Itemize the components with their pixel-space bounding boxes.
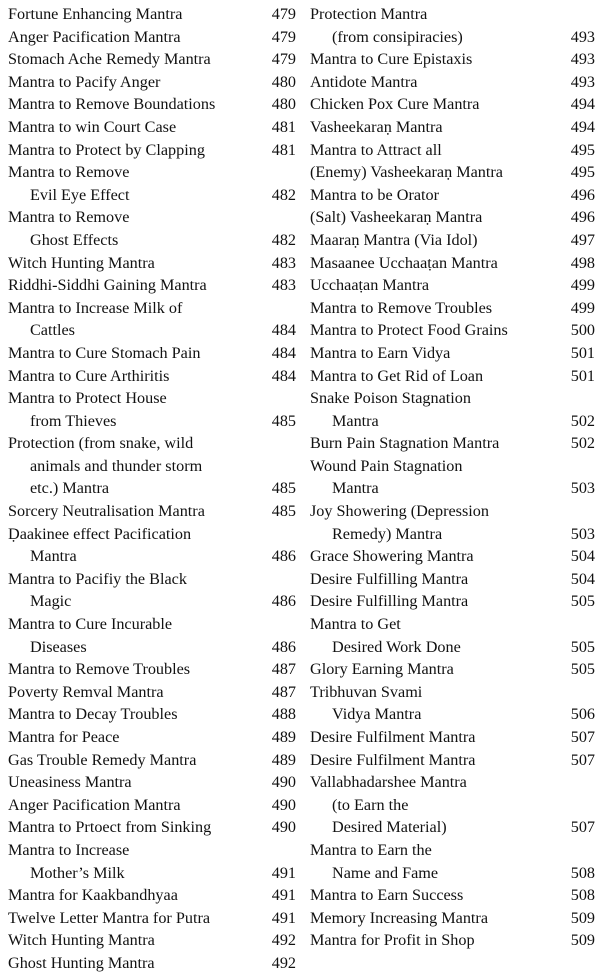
page-number: 506 bbox=[570, 705, 595, 724]
entry-title-continued: etc.) Mantra bbox=[30, 479, 110, 498]
index-entry bbox=[8, 952, 296, 975]
entry-title-continued: (to Earn the bbox=[332, 795, 409, 814]
page-number: 504 bbox=[570, 569, 595, 588]
entry-title-continued: Mantra bbox=[332, 411, 379, 430]
entry-title-continued: Desired Material) bbox=[332, 818, 447, 837]
entry-title: Twelve Letter Mantra for Putra bbox=[8, 908, 211, 927]
entry-title: Riddhi-Siddhi Gaining Mantra bbox=[8, 276, 207, 295]
entry-title: Mantra to Remove bbox=[8, 208, 130, 227]
page-number: 507 bbox=[570, 750, 595, 769]
entry-title: Mantra to Increase bbox=[8, 840, 130, 859]
index-entry bbox=[310, 590, 595, 613]
index-entry bbox=[310, 319, 595, 342]
page-number: 507 bbox=[570, 818, 595, 837]
index-entry bbox=[8, 139, 296, 162]
entry-title: Mantra to Earn Vidya bbox=[310, 343, 451, 362]
entry-title: Sorcery Neutralisation Mantra bbox=[8, 502, 205, 521]
page-number: 502 bbox=[570, 434, 595, 453]
page-number: 508 bbox=[570, 863, 595, 882]
index-entry bbox=[310, 545, 595, 568]
page-number: 488 bbox=[271, 705, 296, 724]
page-number: 485 bbox=[271, 479, 296, 498]
page-number: 484 bbox=[271, 321, 296, 340]
index-entry bbox=[310, 658, 595, 681]
entry-title: Mantra to Attract all bbox=[310, 140, 442, 159]
index-entry bbox=[310, 252, 595, 275]
index-entry bbox=[8, 206, 296, 251]
entry-title: Mantra to Remove Troubles bbox=[8, 660, 191, 679]
entry-title: Antidote Mantra bbox=[310, 72, 418, 91]
index-entry bbox=[310, 297, 595, 320]
index-entry bbox=[310, 206, 595, 229]
page-number: 495 bbox=[570, 163, 595, 182]
entry-title: Anger Pacification Mantra bbox=[8, 795, 181, 814]
page-number: 482 bbox=[271, 185, 296, 204]
index-entry bbox=[310, 161, 595, 184]
page-number: 499 bbox=[570, 276, 595, 295]
page-number: 490 bbox=[271, 818, 296, 837]
page-number: 487 bbox=[271, 682, 296, 701]
entry-title: Mantra to be Orator bbox=[310, 185, 440, 204]
index-entry bbox=[310, 613, 595, 658]
index-entry bbox=[310, 116, 595, 139]
page-number: 487 bbox=[271, 660, 296, 679]
index-entry bbox=[8, 387, 296, 432]
page-number: 509 bbox=[570, 908, 595, 927]
entry-title: Vallabhadarshee Mantra bbox=[310, 773, 467, 792]
page-number: 509 bbox=[570, 931, 595, 950]
index-entry bbox=[8, 929, 296, 952]
entry-title: Mantra to Prtoect from Sinking bbox=[8, 818, 212, 837]
page-number: 479 bbox=[271, 5, 296, 23]
entry-title-continued: Name and Fame bbox=[332, 863, 439, 882]
page-number: 499 bbox=[570, 298, 595, 317]
page-number: 505 bbox=[570, 637, 595, 656]
entry-title: (Enemy) Vasheekaraṇ Mantra bbox=[310, 163, 503, 182]
page-number: 503 bbox=[570, 524, 595, 543]
index-entry bbox=[8, 3, 296, 26]
index-entry bbox=[8, 794, 296, 817]
entry-title-continued: Cattles bbox=[30, 321, 75, 340]
entry-title: Uneasiness Mantra bbox=[8, 773, 132, 792]
page-number: 504 bbox=[570, 547, 595, 566]
index-entry bbox=[310, 749, 595, 772]
index-entry bbox=[8, 432, 296, 500]
page-number: 481 bbox=[271, 117, 296, 136]
entry-title-continued: Remedy) Mantra bbox=[332, 524, 443, 543]
entry-title-continued: (from consipiracies) bbox=[332, 27, 463, 46]
page-number: 500 bbox=[570, 321, 595, 340]
page-number: 479 bbox=[271, 50, 296, 69]
index-entry bbox=[8, 365, 296, 388]
page-number: 482 bbox=[271, 230, 296, 249]
entry-title: Witch Hunting Mantra bbox=[8, 253, 155, 272]
page-number: 481 bbox=[271, 140, 296, 159]
entry-title-continued: Mantra bbox=[30, 547, 77, 566]
entry-title: Mantra to Earn the bbox=[310, 840, 432, 859]
entry-title: Mantra to Remove Boundations bbox=[8, 95, 216, 114]
entry-title: Mantra to Protect House bbox=[8, 389, 167, 408]
entry-title: Joy Showering (Depression bbox=[310, 502, 489, 521]
page-number: 486 bbox=[271, 637, 296, 656]
entry-title: Mantra to Pacifiy the Black bbox=[8, 569, 187, 588]
entry-title: Desire Fulfilment Mantra bbox=[310, 728, 476, 746]
entry-title: Mantra to Increase Milk of bbox=[8, 298, 183, 317]
index-entry bbox=[8, 568, 296, 613]
entry-title: Protection (from snake, wild bbox=[8, 434, 194, 453]
page-number: 480 bbox=[271, 72, 296, 91]
index-entry bbox=[310, 455, 595, 500]
page-number: 486 bbox=[271, 547, 296, 566]
index-entry bbox=[8, 342, 296, 365]
index-entry bbox=[310, 48, 595, 71]
page-number: 507 bbox=[570, 728, 595, 746]
page-number: 497 bbox=[570, 230, 595, 249]
page-number: 483 bbox=[271, 276, 296, 295]
page-number: 495 bbox=[570, 140, 595, 159]
page-number: 492 bbox=[271, 931, 296, 950]
entry-title: Grace Showering Mantra bbox=[310, 547, 474, 566]
index-entry bbox=[310, 387, 595, 432]
index-entry bbox=[310, 229, 595, 252]
index-entry bbox=[8, 726, 296, 749]
page-number: 491 bbox=[271, 908, 296, 927]
index-entry bbox=[310, 184, 595, 207]
page-number: 494 bbox=[570, 117, 595, 136]
entry-title-continued: animals and thunder storm bbox=[30, 456, 203, 475]
index-entry bbox=[310, 274, 595, 297]
index-entry bbox=[8, 48, 296, 71]
entry-title: Mantra to Get bbox=[310, 615, 401, 634]
page-number: 485 bbox=[271, 502, 296, 521]
page-number: 486 bbox=[271, 592, 296, 611]
index-entry bbox=[8, 839, 296, 884]
index-entry bbox=[310, 71, 595, 94]
page-number: 490 bbox=[271, 773, 296, 792]
entry-title: Memory Increasing Mantra bbox=[310, 908, 488, 927]
entry-title: Wound Pain Stagnation bbox=[310, 456, 463, 475]
entry-title: Mantra to Cure Incurable bbox=[8, 615, 173, 634]
entry-title-continued: Desired Work Done bbox=[332, 637, 461, 656]
index-entry bbox=[8, 252, 296, 275]
page-number: 505 bbox=[570, 592, 595, 611]
index-entry bbox=[8, 658, 296, 681]
index-entry bbox=[310, 500, 595, 545]
entry-title-continued: Ghost Effects bbox=[30, 230, 119, 249]
index-entry bbox=[310, 3, 595, 48]
index-entry bbox=[310, 139, 595, 162]
page-number: 492 bbox=[271, 953, 296, 972]
page-number: 501 bbox=[570, 366, 595, 385]
entry-title: Mantra for Kaakbandhyaa bbox=[8, 886, 178, 905]
page-number: 505 bbox=[570, 660, 595, 679]
page-number: 494 bbox=[570, 95, 595, 114]
index-entry bbox=[8, 771, 296, 794]
entry-title: Mantra to win Court Case bbox=[8, 117, 177, 136]
entry-title: Mantra for Profit in Shop bbox=[310, 931, 475, 950]
page-number: 493 bbox=[570, 50, 595, 69]
entry-title: Mantra to Get Rid of Loan bbox=[310, 366, 484, 385]
entry-title: Mantra for Peace bbox=[8, 728, 120, 746]
entry-title: Mantra to Cure Epistaxis bbox=[310, 50, 473, 69]
index-entry bbox=[8, 161, 296, 206]
entry-title: Maaraṇ Mantra (Via Idol) bbox=[310, 230, 478, 249]
entry-title: Mantra to Decay Troubles bbox=[8, 705, 178, 724]
entry-title-continued: Evil Eye Effect bbox=[30, 185, 130, 204]
entry-title: Anger Pacification Mantra bbox=[8, 27, 181, 46]
entry-title-continued: Mantra bbox=[332, 479, 379, 498]
entry-title: Glory Earning Mantra bbox=[310, 660, 454, 679]
entry-title-continued: Magic bbox=[30, 592, 72, 611]
page-number: 489 bbox=[271, 750, 296, 769]
entry-title: Poverty Remval Mantra bbox=[8, 682, 164, 701]
page-number: 501 bbox=[570, 343, 595, 362]
page-number: 496 bbox=[570, 208, 595, 227]
index-entry bbox=[310, 93, 595, 116]
entry-title: Stomach Ache Remedy Mantra bbox=[8, 50, 211, 69]
page-number: 493 bbox=[570, 72, 595, 91]
index-entry bbox=[8, 116, 296, 139]
index-entry bbox=[310, 907, 595, 930]
page-number: 483 bbox=[271, 253, 296, 272]
index-entry bbox=[310, 771, 595, 839]
index-entry bbox=[8, 816, 296, 839]
page-number: 489 bbox=[271, 728, 296, 746]
page-number: 479 bbox=[271, 27, 296, 46]
index-entry bbox=[8, 71, 296, 94]
entry-title: Ucchaaṭan Mantra bbox=[310, 276, 430, 295]
page-number: 484 bbox=[271, 366, 296, 385]
index-entry bbox=[310, 884, 595, 907]
index-entry bbox=[310, 568, 595, 591]
entry-title: Protection Mantra bbox=[310, 5, 428, 23]
page-number: 480 bbox=[271, 95, 296, 114]
index-entry bbox=[310, 365, 595, 388]
index-entry bbox=[8, 907, 296, 930]
page-number: 508 bbox=[570, 886, 595, 905]
entry-title: Mantra to Cure Arthiritis bbox=[8, 366, 170, 385]
page-number: 493 bbox=[570, 27, 595, 46]
page-number: 484 bbox=[271, 343, 296, 362]
entry-title: Mantra to Remove Troubles bbox=[310, 298, 493, 317]
entry-title: Desire Fulfilment Mantra bbox=[310, 750, 476, 769]
entry-title: Fortune Enhancing Mantra bbox=[8, 5, 183, 23]
entry-title: Tribhuvan Svami bbox=[310, 682, 423, 701]
index-entry bbox=[8, 93, 296, 116]
entry-title: Desire Fulfilling Mantra bbox=[310, 592, 469, 611]
page-number: 491 bbox=[271, 863, 296, 882]
left-column bbox=[8, 3, 296, 975]
index-entry bbox=[310, 342, 595, 365]
index-entry bbox=[310, 432, 595, 455]
entry-title: Gas Trouble Remedy Mantra bbox=[8, 750, 197, 769]
entry-title: Burn Pain Stagnation Mantra bbox=[310, 434, 500, 453]
index-entry bbox=[8, 613, 296, 658]
page-number: 490 bbox=[271, 795, 296, 814]
right-column bbox=[310, 3, 595, 952]
entry-title: Mantra to Cure Stomach Pain bbox=[8, 343, 201, 362]
entry-title: Mantra to Protect Food Grains bbox=[310, 321, 508, 340]
page-number: 503 bbox=[570, 479, 595, 498]
index-entry bbox=[8, 297, 296, 342]
index-entry bbox=[310, 726, 595, 749]
index-entry bbox=[8, 523, 296, 568]
index-entry bbox=[310, 929, 595, 952]
entry-title: Desire Fulfilling Mantra bbox=[310, 569, 469, 588]
page-number: 498 bbox=[570, 253, 595, 272]
entry-title: Mantra to Protect by Clapping bbox=[8, 140, 205, 159]
index-entry bbox=[8, 681, 296, 704]
index-entry bbox=[8, 703, 296, 726]
page-number: 502 bbox=[570, 411, 595, 430]
page-number: 496 bbox=[570, 185, 595, 204]
index-entry bbox=[310, 839, 595, 884]
entry-title: Masaanee Ucchaaṭan Mantra bbox=[310, 253, 498, 272]
entry-title: Ḍaakinee effect Pacification bbox=[8, 524, 192, 543]
entry-title-continued: from Thieves bbox=[30, 411, 117, 430]
entry-title-continued: Diseases bbox=[30, 637, 87, 656]
index-entry bbox=[8, 26, 296, 49]
index-entry bbox=[8, 274, 296, 297]
entry-title: Witch Hunting Mantra bbox=[8, 931, 155, 950]
entry-title: Ghost Hunting Mantra bbox=[8, 953, 155, 972]
entry-title: Mantra to Remove bbox=[8, 163, 130, 182]
entry-title: Snake Poison Stagnation bbox=[310, 389, 471, 408]
entry-title: Chicken Pox Cure Mantra bbox=[310, 95, 480, 114]
entry-title: Mantra to Pacify Anger bbox=[8, 72, 161, 91]
entry-title: Mantra to Earn Success bbox=[310, 886, 464, 905]
entry-title-continued: Vidya Mantra bbox=[332, 705, 422, 724]
index-entry bbox=[8, 884, 296, 907]
page-number: 491 bbox=[271, 886, 296, 905]
page-number: 485 bbox=[271, 411, 296, 430]
index-entry bbox=[310, 681, 595, 726]
entry-title: (Salt) Vasheekaraṇ Mantra bbox=[310, 208, 483, 227]
entry-title-continued: Mother’s Milk bbox=[30, 863, 125, 882]
index-entry bbox=[8, 749, 296, 772]
entry-title: Vasheekaraṇ Mantra bbox=[310, 117, 443, 136]
index-entry bbox=[8, 500, 296, 523]
